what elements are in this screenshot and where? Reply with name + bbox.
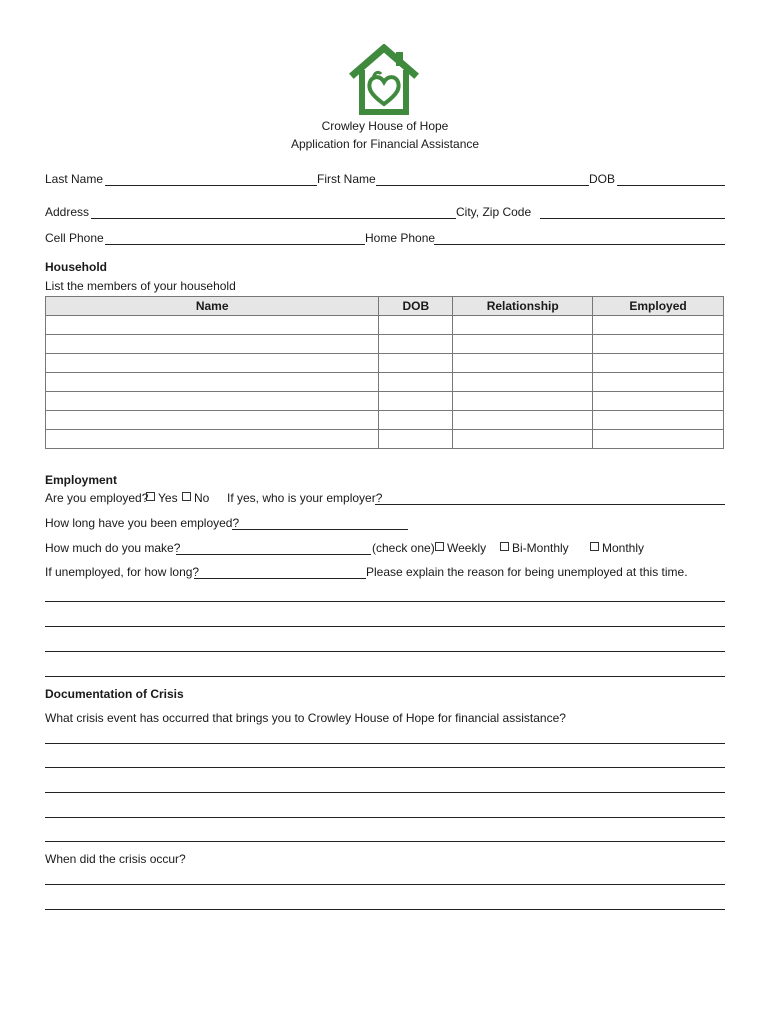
first-name-field[interactable] xyxy=(376,185,589,186)
check-one-label: (check one) xyxy=(372,541,435,555)
table-row xyxy=(46,392,724,411)
home-phone-field[interactable] xyxy=(434,244,725,245)
cell-phone-label: Cell Phone xyxy=(45,231,104,245)
employed-cell[interactable] xyxy=(593,392,724,411)
table-row xyxy=(46,335,724,354)
form-title: Application for Financial Assistance xyxy=(290,137,480,151)
home-phone-label: Home Phone xyxy=(365,231,436,245)
name-cell[interactable] xyxy=(46,335,379,354)
bimonthly-label: Bi-Monthly xyxy=(512,541,569,555)
house-heart-logo-icon xyxy=(348,44,420,116)
dob-cell[interactable] xyxy=(379,373,453,392)
crisis-event-line[interactable] xyxy=(45,767,725,768)
dob-cell[interactable] xyxy=(379,316,453,335)
household-instruction: List the members of your household xyxy=(45,279,236,293)
weekly-label: Weekly xyxy=(447,541,487,555)
relationship-cell[interactable] xyxy=(453,335,593,354)
employment-heading: Employment xyxy=(45,473,118,487)
relationship-cell[interactable] xyxy=(453,430,593,449)
city-zip-field[interactable] xyxy=(540,218,725,219)
yes-label: Yes xyxy=(158,491,178,505)
dob-cell[interactable] xyxy=(379,354,453,373)
no-label: No xyxy=(194,491,210,505)
dob-cell[interactable] xyxy=(379,430,453,449)
table-row xyxy=(46,411,724,430)
relationship-cell[interactable] xyxy=(453,354,593,373)
column-header-dob: DOB xyxy=(379,297,453,316)
how-long-field[interactable] xyxy=(232,529,408,530)
how-long-question: How long have you been employed? xyxy=(45,516,240,530)
table-row xyxy=(46,354,724,373)
crisis-event-line[interactable] xyxy=(45,841,725,842)
table-row xyxy=(46,316,724,335)
dob-cell[interactable] xyxy=(379,411,453,430)
first-name-label: First Name xyxy=(317,172,376,186)
table-row xyxy=(46,430,724,449)
city-zip-label: City, Zip Code xyxy=(456,205,532,219)
checkbox-icon[interactable] xyxy=(590,542,599,551)
relationship-cell[interactable] xyxy=(453,316,593,335)
yes-option[interactable] xyxy=(146,491,178,505)
crisis-event-question: What crisis event has occurred that brings you to Crowley House of Hope for financial assistance? xyxy=(45,711,566,725)
dob-cell[interactable] xyxy=(379,392,453,411)
address-field[interactable] xyxy=(91,218,456,219)
relationship-cell[interactable] xyxy=(453,392,593,411)
relationship-cell[interactable] xyxy=(453,411,593,430)
income-row xyxy=(45,541,725,557)
no-option[interactable] xyxy=(182,491,209,505)
unemployed-question: If unemployed, for how long? xyxy=(45,565,200,579)
address-label: Address xyxy=(45,205,90,219)
employed-row xyxy=(45,491,725,507)
name-cell[interactable] xyxy=(46,354,379,373)
reason-line[interactable] xyxy=(45,676,725,677)
relationship-cell[interactable] xyxy=(453,373,593,392)
employed-cell[interactable] xyxy=(593,354,724,373)
employed-cell[interactable] xyxy=(593,335,724,354)
crisis-event-line[interactable] xyxy=(45,792,725,793)
name-cell[interactable] xyxy=(46,411,379,430)
employer-field[interactable] xyxy=(375,504,725,505)
unemployed-row xyxy=(45,565,725,581)
column-header-relationship: Relationship xyxy=(453,297,593,316)
crisis-event-line[interactable] xyxy=(45,743,725,744)
monthly-label: Monthly xyxy=(602,541,645,555)
checkbox-icon[interactable] xyxy=(182,492,191,501)
how-much-question: How much do you make? xyxy=(45,541,181,555)
checkbox-icon[interactable] xyxy=(435,542,444,551)
dob-label: DOB xyxy=(589,172,616,186)
employed-cell[interactable] xyxy=(593,430,724,449)
organization-name: Crowley House of Hope xyxy=(321,119,449,133)
crisis-date-line[interactable] xyxy=(45,884,725,885)
crisis-date-line[interactable] xyxy=(45,909,725,910)
reason-line[interactable] xyxy=(45,651,725,652)
column-header-employed: Employed xyxy=(593,297,724,316)
name-cell[interactable] xyxy=(46,430,379,449)
crisis-heading: Documentation of Crisis xyxy=(45,687,184,701)
last-name-field[interactable] xyxy=(105,185,317,186)
how-long-row xyxy=(45,516,725,532)
income-field[interactable] xyxy=(176,554,371,555)
reason-line[interactable] xyxy=(45,626,725,627)
employed-cell[interactable] xyxy=(593,411,724,430)
table-row xyxy=(46,373,724,392)
crisis-event-line[interactable] xyxy=(45,817,725,818)
bimonthly-option[interactable] xyxy=(500,541,569,555)
checkbox-icon[interactable] xyxy=(500,542,509,551)
reason-line[interactable] xyxy=(45,601,725,602)
household-header-row xyxy=(46,297,724,316)
name-row xyxy=(45,172,725,188)
dob-field[interactable] xyxy=(617,185,725,186)
cell-phone-field[interactable] xyxy=(105,244,365,245)
name-cell[interactable] xyxy=(46,373,379,392)
dob-cell[interactable] xyxy=(379,335,453,354)
employed-cell[interactable] xyxy=(593,373,724,392)
name-cell[interactable] xyxy=(46,316,379,335)
last-name-label: Last Name xyxy=(45,172,104,186)
weekly-option[interactable] xyxy=(435,541,486,555)
household-heading: Household xyxy=(45,260,107,274)
household-table xyxy=(45,296,724,449)
name-cell[interactable] xyxy=(46,392,379,411)
unemployed-duration-field[interactable] xyxy=(194,578,366,579)
crisis-when-question: When did the crisis occur? xyxy=(45,852,186,866)
employed-cell[interactable] xyxy=(593,316,724,335)
column-header-name: Name xyxy=(46,297,379,316)
monthly-option[interactable] xyxy=(590,541,644,555)
employed-question: Are you employed? xyxy=(45,491,149,505)
checkbox-icon[interactable] xyxy=(146,492,155,501)
address-row xyxy=(45,205,725,221)
phone-row xyxy=(45,231,725,247)
employer-question: If yes, who is your employer? xyxy=(227,491,383,505)
unemployed-reason-prompt: Please explain the reason for being unemployed at this time. xyxy=(366,565,688,579)
